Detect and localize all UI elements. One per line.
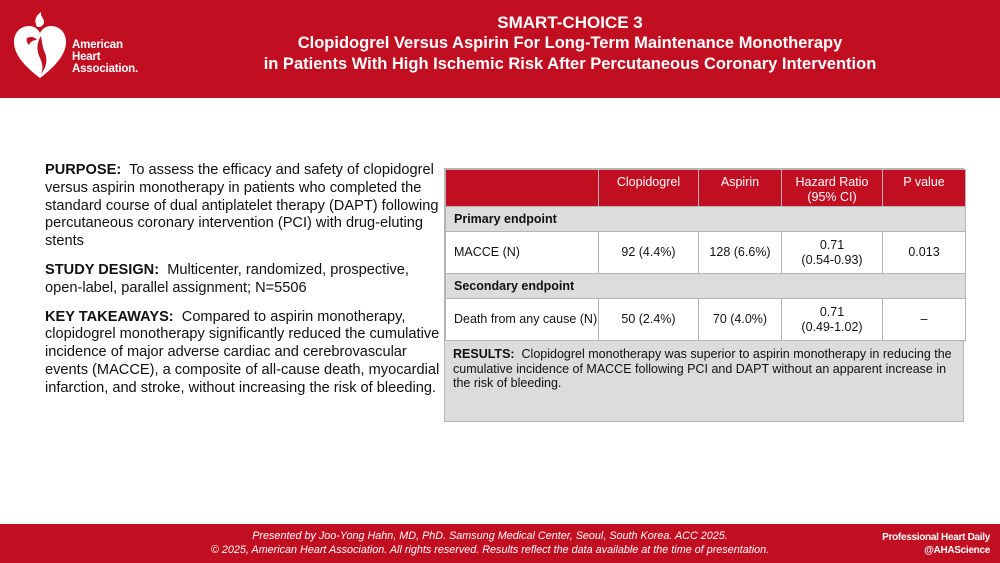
death-p-value: – — [883, 299, 966, 341]
death-label: Death from any cause (N) — [446, 299, 599, 341]
results-table-panel — [444, 168, 964, 422]
aha-logo — [10, 10, 160, 82]
table-row-death — [446, 299, 966, 341]
macce-hr-ci: (0.54-0.93) — [801, 252, 863, 267]
takeaways-text: Compared to aspirin monotherapy, clopidogrel monotherapy significantly reduced the cumulative incidence of major adverse cardiac and cerebrovascular events (MACCE), a composite of all-cause death, myocardial infarction, and stroke, without increasing the risk of bleeding. — [45, 308, 440, 396]
header-aspirin: Aspirin — [699, 170, 782, 207]
header-cell-empty — [446, 170, 599, 207]
logo-wordmark — [72, 39, 138, 75]
secondary-endpoint-section — [446, 274, 966, 299]
footer-copyright: © 2025, American Heart Association. All rights reserved. Results reflect the data available at the time of presentation. — [210, 544, 770, 556]
primary-endpoint-label: Primary endpoint — [446, 207, 966, 232]
footer-presenter: Presented by Joo-Yong Hahn, MD, PhD. Samsung Medical Center, Seoul, South Korea. ACC 2025. — [252, 530, 728, 542]
results-text: Clopidogrel monotherapy was superior to aspirin monotherapy in reducing the cumulative incidence of MACCE following PCI and DAPT without an apparent increase in the risk of bleeding. — [453, 347, 952, 390]
footer-credits — [170, 529, 810, 557]
primary-endpoint-section — [446, 207, 966, 232]
death-hazard-ratio — [782, 299, 883, 341]
secondary-endpoint-label: Secondary endpoint — [446, 274, 966, 299]
purpose-paragraph — [45, 162, 440, 251]
brand-handle: @AHAScience — [924, 545, 990, 556]
table-row-macce — [446, 232, 966, 274]
results-box — [445, 341, 963, 397]
design-paragraph — [45, 262, 440, 298]
heart-torch-icon — [10, 10, 70, 82]
takeaways-paragraph — [45, 309, 440, 398]
design-label: STUDY DESIGN: — [45, 261, 160, 278]
macce-hazard-ratio — [782, 232, 883, 274]
logo-line-1: American — [72, 39, 123, 51]
death-hr-value: 0.71 — [819, 304, 845, 319]
study-title: SMART-CHOICE 3 — [497, 13, 643, 32]
results-table — [445, 169, 966, 341]
title-block — [170, 12, 970, 75]
macce-hr-value: 0.71 — [819, 237, 845, 252]
footer-banner — [0, 524, 1000, 563]
death-clopidogrel: 50 (2.4%) — [599, 299, 699, 341]
design-text: Multicenter, randomized, prospective, open-label, parallel assignment; N=5506 — [45, 261, 409, 296]
macce-p-value: 0.013 — [883, 232, 966, 274]
macce-label: MACCE (N) — [446, 232, 599, 274]
footer-brand — [882, 531, 990, 557]
takeaways-label: KEY TAKEAWAYS: — [45, 308, 174, 325]
brand-name: Professional Heart Daily — [882, 532, 990, 543]
summary-column — [45, 162, 440, 409]
table-header-row — [446, 170, 966, 207]
macce-clopidogrel: 92 (4.4%) — [599, 232, 699, 274]
macce-aspirin: 128 (6.6%) — [699, 232, 782, 274]
header-p-value: P value — [883, 170, 966, 207]
death-aspirin: 70 (4.0%) — [699, 299, 782, 341]
header-hazard-ratio: Hazard Ratio (95% CI) — [782, 170, 883, 207]
study-subtitle-line-2: in Patients With High Ischemic Risk After Percutaneous Coronary Intervention — [263, 55, 877, 73]
logo-line-3: Association. — [72, 63, 138, 75]
study-subtitle-line-1: Clopidogrel Versus Aspirin For Long-Term Maintenance Monotherapy — [297, 34, 843, 52]
death-hr-ci: (0.49-1.02) — [801, 319, 863, 334]
header-banner — [0, 0, 1000, 98]
purpose-label: PURPOSE: — [45, 162, 122, 178]
purpose-text: To assess the efficacy and safety of clopidogrel versus aspirin monotherapy in patients who completed the standard course of dual antiplatelet therapy (DAPT) following percutaneous coronary intervention (PCI) with drug-eluting stents — [45, 162, 439, 250]
logo-line-2: Heart — [72, 51, 101, 63]
header-clopidogrel: Clopidogrel — [599, 170, 699, 207]
results-label: RESULTS: — [453, 347, 515, 361]
